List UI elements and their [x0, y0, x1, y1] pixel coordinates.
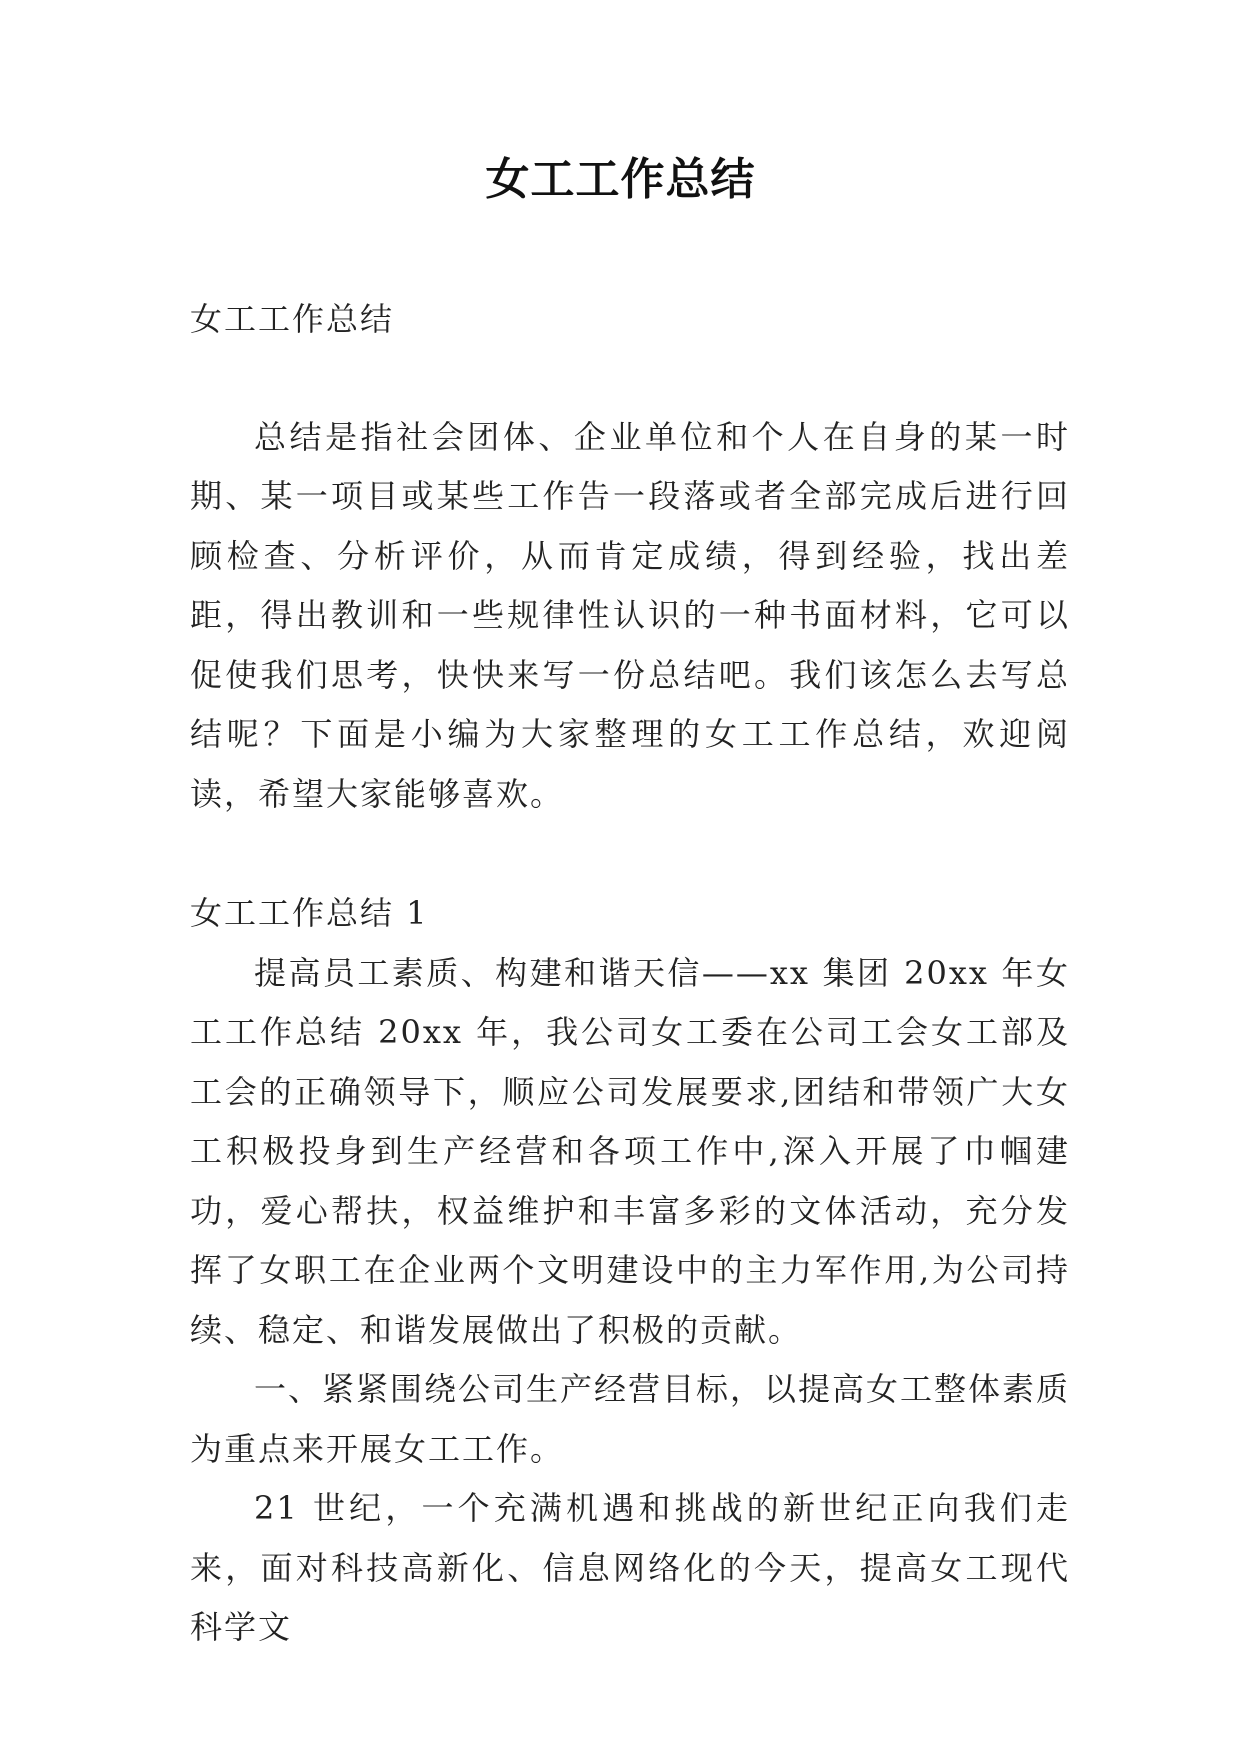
document-subtitle: 女工工作总结: [190, 300, 395, 338]
intro-paragraph: 总结是指社会团体、企业单位和个人在自身的某一时期、某一项目或某些工作告一段落或者全部完成后进行回顾检查、分析评价，从而肯定成绩，得到经验，找出差距，得出教训和一些规律性认识的一种书面材料，它可以促使我们思考，快快来写一份总结吧。我们该怎么去写总结呢？下面是小编为大家整理的女工工作总结，欢迎阅读，希望大家能够喜欢。: [190, 417, 1070, 813]
section-paragraph-2: 一、紧紧围绕公司生产经营目标，以提高女工整体素质为重点来开展女工工作。: [190, 1370, 1071, 1468]
document-title: 女工工作总结: [485, 154, 756, 205]
section-paragraph-3: 21 世纪，一个充满机遇和挑战的新世纪正向我们走来，面对科技高新化、信息网络化的今天，提高女工现代科学文: [190, 1489, 1070, 1646]
document-body: [190, 290, 1070, 1658]
section-heading: 女工工作总结 1: [190, 894, 429, 932]
section-paragraph-1: 提高员工素质、构建和谐天信——xx 集团 20xx 年女工工作总结 20xx 年，我公司女工委在公司工会女工部及工会的正确领导下，顺应公司发展要求,团结和带领广大女工积极投身到生产经营和各项工作中,深入开展了巾帼建功，爱心帮扶，权益维护和丰富多彩的文体活动，充分发挥了女职工在企业两个文明建设中的主力军作用,为公司持续、稳定、和谐发展做出了积极的贡献。: [190, 953, 1070, 1349]
